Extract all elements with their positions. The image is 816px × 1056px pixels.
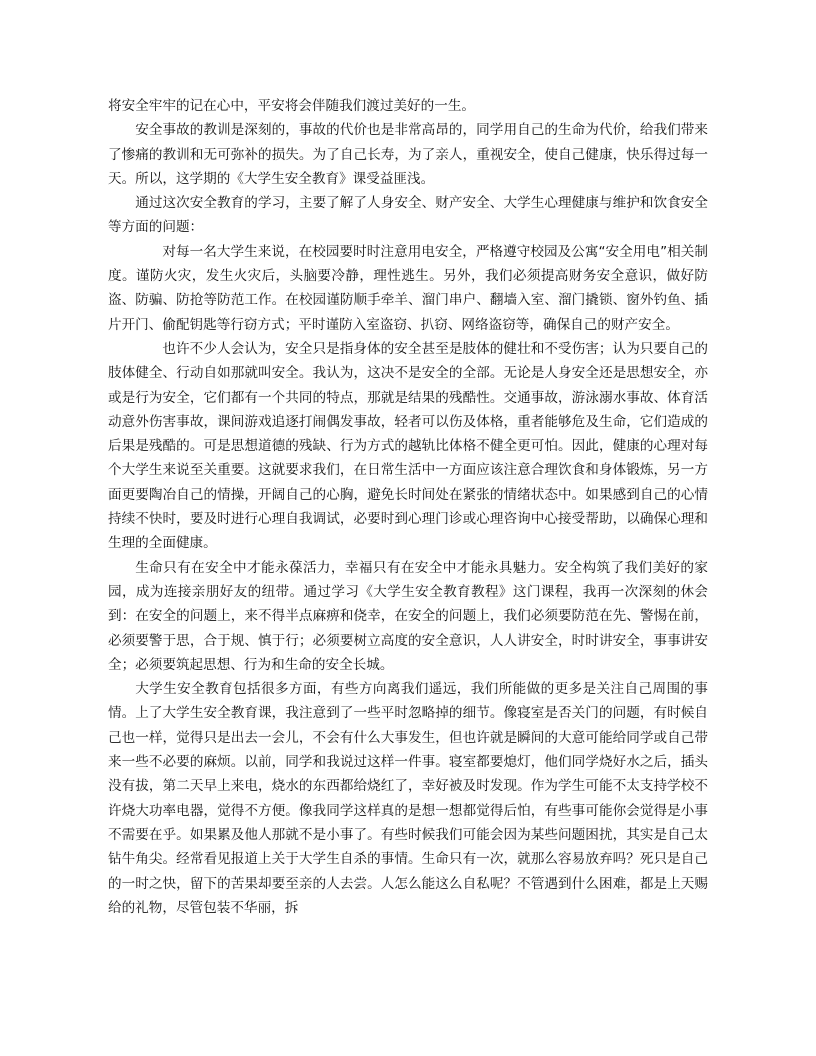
- paragraph-3: 通过这次安全教育的学习，主要了解了人身安全、财产安全、大学生心理健康与维护和饮食安全等方面的问题：: [108, 195, 708, 236]
- paragraph-5: 也许不少人会认为，安全只是指身体的安全甚至是肢体的健壮和不受伤害；认为只要自己的肢体健全、行动自如那就叫安全。我认为，这决不是安全的全部。无论是人身安全还是思想安全，亦或是行为安全，它们都有一个共同的特点，那就是结果的残酷性。交通事故，游泳溺水事故、体育活动意外伤害事故，课间游戏追逐打闹偶发事故，轻者可以伤及体格，重者能够危及生命，它们造成的后果是残酷的。可是思想道德的残缺、行为方式的越轨比体格不健全更可怕。因此，健康的心理对每个大学生来说至关重要。这就要求我们，在日常生活中一方面应该注意合理饮食和身体锻炼，另一方面更要陶冶自己的情操，开阔自己的心胸，避免长时间处在紧张的情绪状态中。如果感到自己的心情持续不快时，要及时进行心理自我调试，必要时到心理门诊或心理咨询中心接受帮助，以确保心理和生理的全面健康。: [108, 340, 708, 552]
- paragraph-6: 生命只有在安全中才能永葆活力，幸福只有在安全中才能永具魅力。安全构筑了我们美好的家园，成为连接亲朋好友的纽带。通过学习《大学生安全教育教程》这门课程，我再一次深刻的休会到：在安全的问题上，来不得半点麻痹和侥幸，在安全的问题上，我们必须要防范在先、警惕在前，必须要警于思，合于规、慎于行；必须要树立高度的安全意识，人人讲安全，时时讲安全，事事讲安全；必须要筑起思想、行为和生命的安全长城。: [108, 559, 708, 673]
- paragraph-7: 大学生安全教育包括很多方面，有些方向离我们遥远，我们所能做的更多是关注自己周围的事情。上了大学生安全教育课，我注意到了一些平时忽略掉的细节。像寝室是否关门的问题，有时候自己也一样，觉得只是出去一会儿，不会有什么大事发生，但也许就是瞬间的大意可能给同学或自己带来一些不必要的麻烦。以前，同学和我说过这样一件事。寝室都要熄灯，他们同学烧好水之后，插头没有拔，第二天早上来电，烧水的东西都给烧红了，幸好被及时发现。作为学生可能不太支持学校不许烧大功率电器，觉得不方便。像我同学这样真的是想一想都觉得后怕，有些事可能你会觉得是小事不需要在乎。如果累及他人那就不是小事了。有些时候我们可能会因为某些问题困扰，其实是自己太钻牛角尖。经常看见报道上关于大学生自杀的事情。生命只有一次，就那么容易放弃吗？死只是自己的一时之快，留下的苦果却要至亲的人去尝。人怎么能这么自私呢？不管遇到什么困难，都是上天赐给的礼物，尽管包装不华丽，拆: [108, 681, 708, 916]
- paragraph-1: 将安全牢牢的记在心中，平安将会伴随我们渡过美好的一生。: [108, 98, 476, 114]
- paragraph-4: 对每一名大学生来说，在校园要时时注意用电安全，严格遵守校园及公寓“安全用电”相关制度。谨防火灾，发生火灾后，头脑要冷静，理性逃生。另外，我们必须提高财务安全意识，做好防盗、防骗、防抢等防范工作。在校园谨防顺手牵羊、溜门串户、翻墙入室、溜门撬锁、窗外钓鱼、插片开门、偷配钥匙等行窃方式；平时谨防入室盗窃、扒窃、网络盗窃等，确保自己的财产安全。: [108, 243, 708, 333]
- paragraph-2: 安全事故的教训是深刻的，事故的代价也是非常高昂的，同学用自己的生命为代价，给我们带来了惨痛的教训和无可弥补的损失。为了自己长寿，为了亲人，重视安全，使自己健康，快乐得过每一天。所以，这学期的《大学生安全教育》课受益匪浅。: [108, 122, 708, 187]
- document-page: [108, 94, 708, 920]
